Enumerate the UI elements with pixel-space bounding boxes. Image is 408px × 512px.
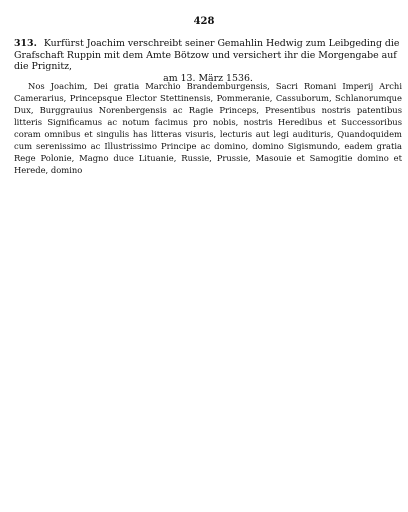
- body-text-block: [14, 80, 402, 176]
- document-number: 313.: [14, 38, 37, 49]
- document-heading: [14, 38, 402, 84]
- heading-date: am 13. März 1536.: [163, 72, 253, 84]
- body-paragraph: Nos Joachim, Dei gratia Marchio Brandemburgensis, Sacri Romani Imperij Archi Camerarius, Princepsque Elector Stettinensis, Pommeranie, Cassuborum, Schlanorumque Dux, Burggrauius Norenbergensis ac Ragie Princeps, Presentibus nostris patentibus litteris Significamus ac notum facimus pro nobis, nostris Heredibus et Successoribus coram omnibus et singulis has litteras visuris, lecturis aut legi audituris, Quandoquidem cum serenissimo ac Illustrissimo Principe ac domino, domino Sigismundo, eadem gratia Rege Polonie, Magno duce Lituanie, Russie, Prussie, Masouie et Samogitie domino et Herede, domino: [14, 81, 402, 175]
- page-number: 428: [193, 16, 215, 27]
- heading-text: Kurfürst Joachim verschreibt seiner Gemahlin Hedwig zum Leibgeding die Grafschaft Ruppin mit dem Amte Bötzow und versichert ihr die Morgengabe auf die Prignitz,: [14, 38, 400, 73]
